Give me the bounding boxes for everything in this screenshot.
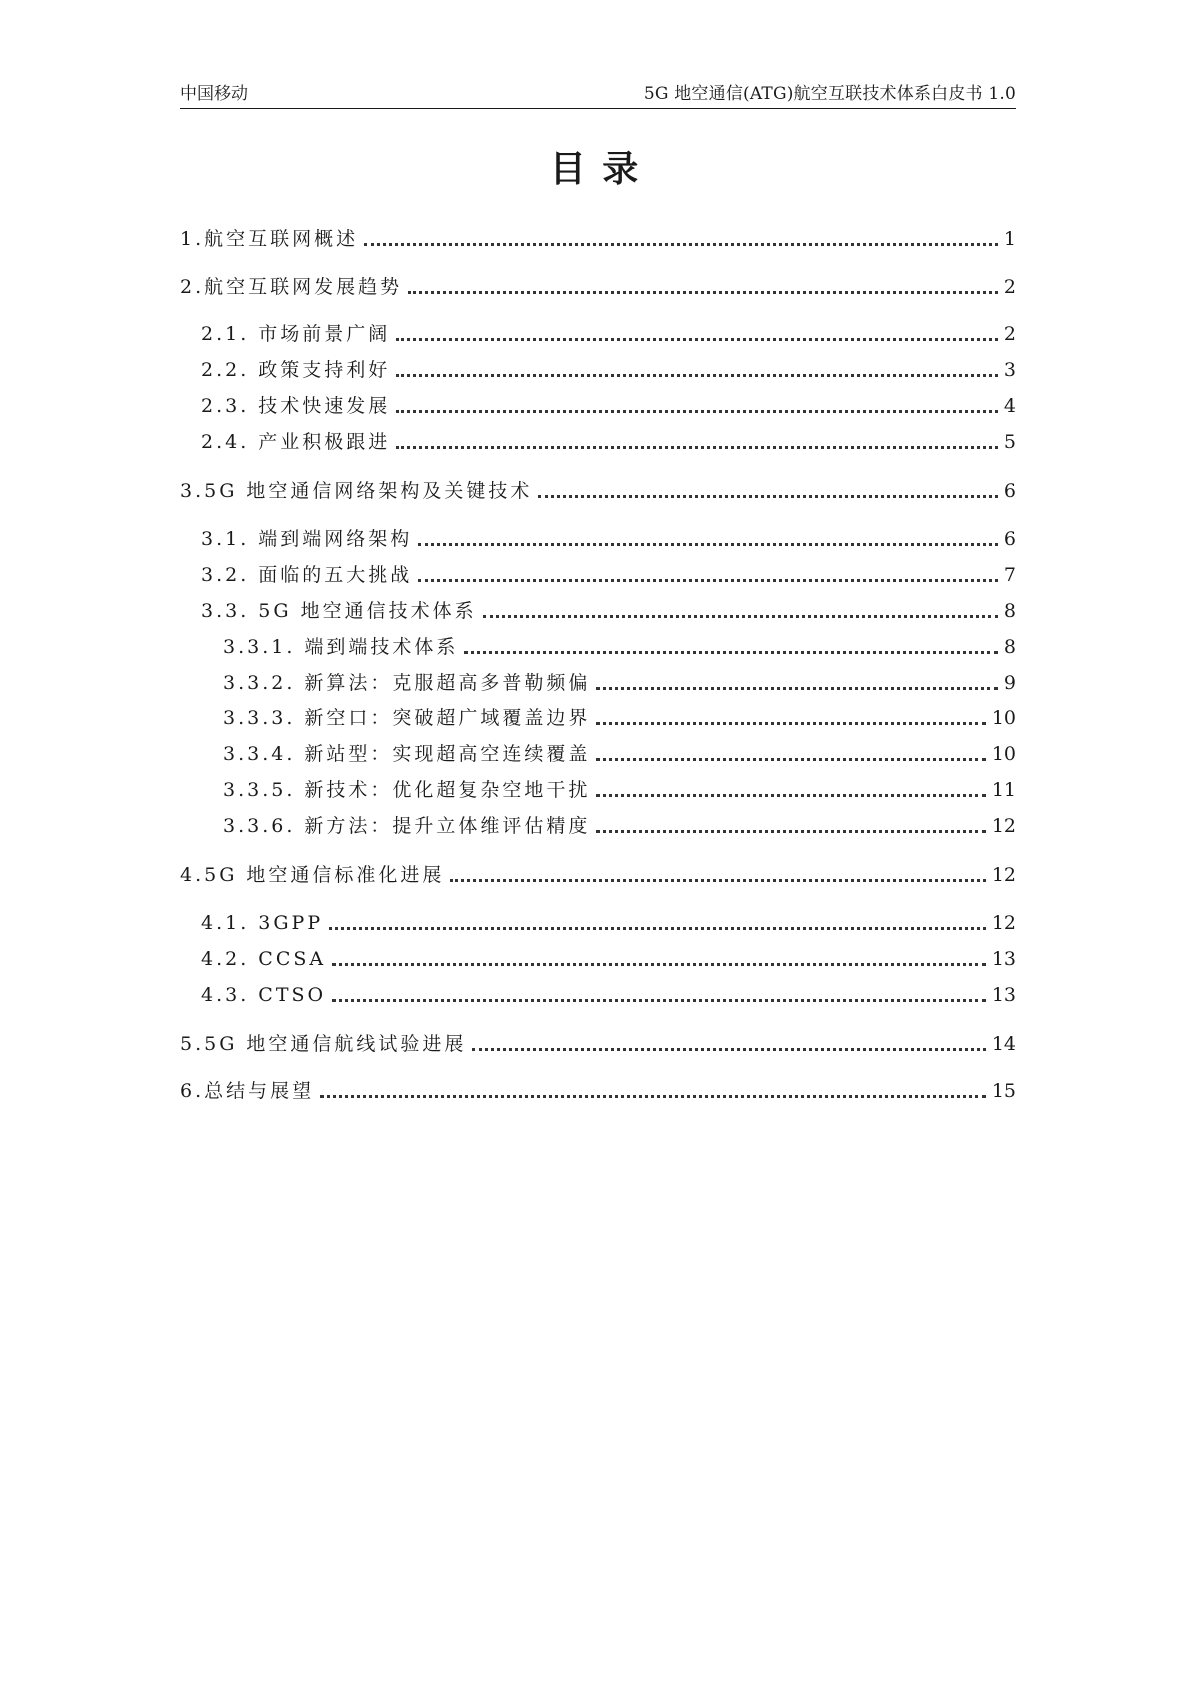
toc-entry-page-number: 7 <box>1003 564 1016 586</box>
toc-entry[interactable] <box>223 705 1016 731</box>
toc-entry-label: 3.2. 面临的五大挑战 <box>201 564 413 586</box>
toc-entry-label: 5.5G 地空通信航线试验进展 <box>180 1033 467 1055</box>
toc-entry[interactable] <box>201 982 1016 1008</box>
toc-entry-page-number: 6 <box>1003 528 1016 550</box>
toc-entry-label: 2.3. 技术快速发展 <box>201 395 391 417</box>
toc-entry-label: 3.3.4. 新站型：实现超高空连续覆盖 <box>223 743 591 765</box>
toc-entry-label: 6.总结与展望 <box>180 1080 315 1102</box>
toc-entry[interactable] <box>201 393 1016 419</box>
toc-dot-leader <box>483 615 998 618</box>
toc-entry[interactable] <box>201 562 1016 588</box>
toc-entry-label: 2.4. 产业积极跟进 <box>201 431 391 453</box>
toc-entry-page-number: 12 <box>991 912 1016 934</box>
toc-dot-leader <box>396 374 998 377</box>
toc-entry-label: 4.2. CCSA <box>201 948 327 970</box>
toc-entry-page-number: 10 <box>991 707 1016 729</box>
toc-entry-page-number: 14 <box>991 1033 1016 1055</box>
toc-dot-leader <box>596 794 985 797</box>
page-header <box>180 84 1016 109</box>
toc-dot-leader <box>320 1095 986 1098</box>
toc-entry[interactable] <box>180 1031 1016 1057</box>
toc-entry-label: 4.1. 3GPP <box>201 912 324 934</box>
toc-dot-leader <box>396 338 998 341</box>
toc-entry-page-number: 12 <box>991 815 1016 837</box>
toc-dot-leader <box>396 410 998 413</box>
toc-entry-label: 2.1. 市场前景广阔 <box>201 323 391 345</box>
toc-entry[interactable] <box>180 226 1016 252</box>
toc-dot-leader <box>538 495 997 498</box>
toc-entry[interactable] <box>223 777 1016 803</box>
toc-entry[interactable] <box>180 274 1016 300</box>
toc-entry-page-number: 1 <box>1003 228 1016 250</box>
toc-entry[interactable] <box>201 321 1016 347</box>
toc-dot-leader <box>408 291 998 294</box>
toc-entry-page-number: 10 <box>991 743 1016 765</box>
header-organization: 中国移动 <box>180 84 248 104</box>
toc-entry-label: 2.2. 政策支持利好 <box>201 359 391 381</box>
toc-dot-leader <box>464 651 997 654</box>
toc-entry-page-number: 13 <box>991 948 1016 970</box>
toc-entry[interactable] <box>223 741 1016 767</box>
toc-dot-leader <box>596 687 997 690</box>
toc-dot-leader <box>596 722 985 725</box>
toc-entry-page-number: 2 <box>1003 323 1016 345</box>
toc-entry[interactable] <box>223 634 1016 660</box>
toc-dot-leader <box>472 1048 985 1051</box>
toc-entry[interactable] <box>201 946 1016 972</box>
toc-entry-label: 3.3. 5G 地空通信技术体系 <box>201 600 477 622</box>
toc-entry[interactable] <box>201 598 1016 624</box>
toc-dot-leader <box>332 963 986 966</box>
header-document-title: 5G 地空通信(ATG)航空互联技术体系白皮书 1.0 <box>643 84 1016 104</box>
toc-dot-leader <box>450 879 985 882</box>
toc-entry-label: 1.航空互联网概述 <box>180 228 359 250</box>
toc-entry-label: 4.3. CTSO <box>201 984 327 1006</box>
toc-entry-label: 3.3.2. 新算法：克服超高多普勒频偏 <box>223 672 591 694</box>
toc-dot-leader <box>596 830 985 833</box>
toc-entry-label: 3.3.6. 新方法：提升立体维评估精度 <box>223 815 591 837</box>
toc-dot-leader <box>329 927 986 930</box>
toc-entry[interactable] <box>223 813 1016 839</box>
toc-entry-page-number: 8 <box>1003 600 1016 622</box>
toc-entry-label: 4.5G 地空通信标准化进展 <box>180 864 445 886</box>
toc-entry-page-number: 6 <box>1003 480 1016 502</box>
toc-entry[interactable] <box>201 910 1016 936</box>
toc-entry[interactable] <box>201 357 1016 383</box>
toc-entry-page-number: 2 <box>1003 276 1016 298</box>
toc-entry-page-number: 4 <box>1003 395 1016 417</box>
toc-entry[interactable] <box>201 526 1016 552</box>
toc-entry-label: 3.1. 端到端网络架构 <box>201 528 413 550</box>
toc-dot-leader <box>364 243 998 246</box>
toc-dot-leader <box>418 543 998 546</box>
toc-entry[interactable] <box>180 1078 1016 1104</box>
toc-entry-page-number: 13 <box>991 984 1016 1006</box>
toc-entry-page-number: 8 <box>1003 636 1016 658</box>
toc-entry-label: 3.3.1. 端到端技术体系 <box>223 636 459 658</box>
toc-entry-label: 3.3.3. 新空口：突破超广域覆盖边界 <box>223 707 591 729</box>
toc-entry-page-number: 11 <box>991 779 1016 801</box>
toc-title: 目 录 <box>549 149 641 190</box>
toc-entry-page-number: 5 <box>1003 431 1016 453</box>
toc-entry-label: 3.5G 地空通信网络架构及关键技术 <box>180 480 533 502</box>
toc-entry-label: 3.3.5. 新技术：优化超复杂空地干扰 <box>223 779 591 801</box>
toc-entry[interactable] <box>201 429 1016 455</box>
toc-entry-page-number: 12 <box>991 864 1016 886</box>
toc-entry-label: 2.航空互联网发展趋势 <box>180 276 403 298</box>
toc-entry[interactable] <box>180 478 1016 504</box>
toc-dot-leader <box>596 758 985 761</box>
toc-dot-leader <box>332 999 986 1002</box>
toc-dot-leader <box>396 446 998 449</box>
toc-entry-page-number: 9 <box>1003 672 1016 694</box>
toc-entry-page-number: 3 <box>1003 359 1016 381</box>
toc-entry[interactable] <box>180 862 1016 888</box>
toc-entry[interactable] <box>223 670 1016 696</box>
toc-entry-page-number: 15 <box>991 1080 1016 1102</box>
toc-dot-leader <box>418 579 998 582</box>
